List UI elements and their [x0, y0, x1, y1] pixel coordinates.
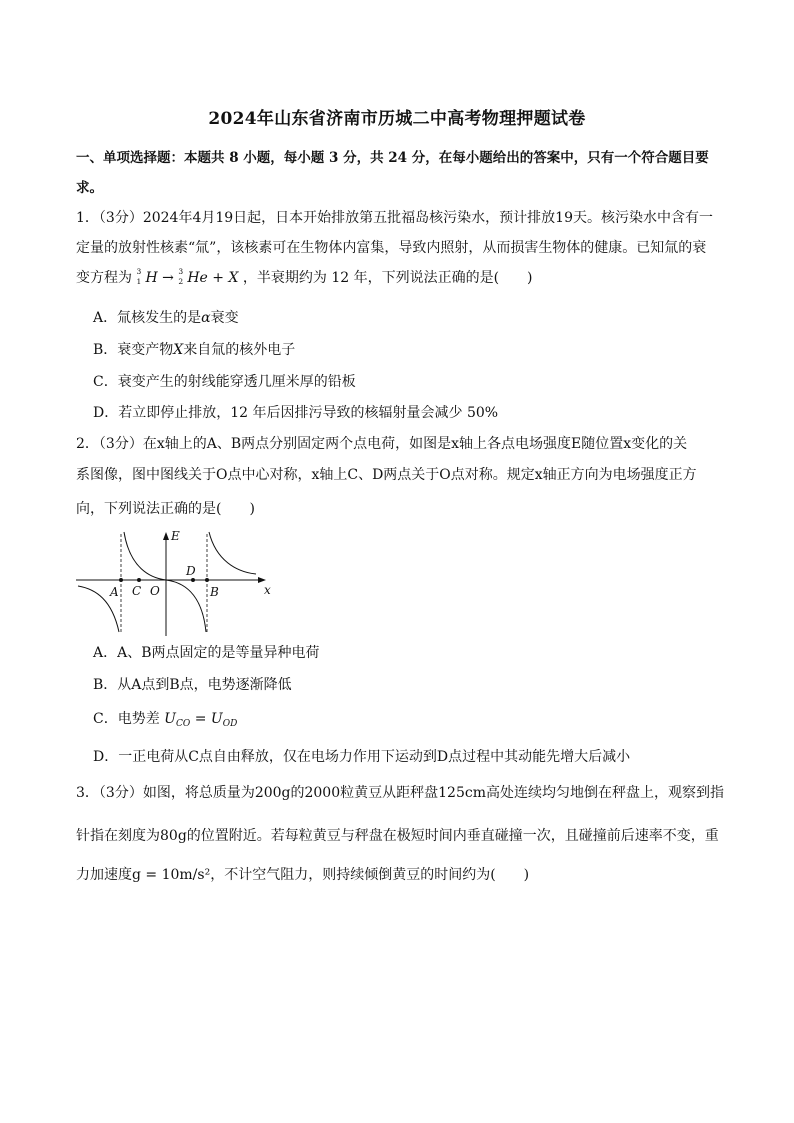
q1-line3-suffix: ，半衰期约为 12 年，下列说法正确的是( )	[242, 270, 533, 286]
helium-nuclide	[178, 267, 187, 286]
u-co-subscript: CO	[175, 719, 191, 729]
tritium-nuclide	[136, 267, 145, 286]
q2-text-line2: 系图像，图中图线关于O点中心对称，x轴上C、D两点关于O点对称。规定x轴正方向为电场强度正方	[76, 467, 697, 483]
q1-text-line1: 1．（3分）2024年4月19日起，日本开始排放第五批福岛核污染水，预计排放19天。核污染水中含有一	[76, 210, 713, 226]
q3-text-line3: 力加速度g = 10m/s²，不计空气阻力，则持续倾倒黄豆的时间约为( )	[76, 867, 530, 883]
q2-option-d[interactable]: D．一正电荷从C点自由释放，仅在电场力作用下运动到D点过程中其动能先增大后减小	[93, 749, 631, 765]
q1-option-d[interactable]: D．若立即停止排放，12 年后因排污导致的核辐射量会减少 50%	[93, 405, 499, 421]
potential-diff-u-co: U	[164, 711, 176, 727]
tritium-mass-number: 3	[136, 267, 142, 276]
label-a: A	[110, 585, 119, 599]
q2-option-a[interactable]: A．A、B两点固定的是等量异种电荷	[93, 645, 320, 661]
helium-atomic-number: 2	[178, 277, 184, 286]
label-e: E	[171, 529, 180, 543]
q1-option-b[interactable]	[93, 339, 295, 359]
q1-option-a-suffix: 衰变	[210, 310, 239, 326]
q3-text-line2: 针指在刻度为80g的位置附近。若每粒黄豆与秤盘在极短时间内垂直碰撞一次，且碰撞前后速率不变，重	[76, 828, 719, 844]
point-d	[191, 578, 195, 582]
curve-right-of-b	[209, 532, 256, 574]
point-a	[119, 578, 123, 582]
q3-text-line1: 3．（3分）如图，将总质量为200g的2000粒黄豆从距秤盘125cm高处连续均匀地倒在秤盘上，观察到指	[76, 785, 724, 801]
helium-mass-number: 3	[178, 267, 184, 276]
label-o: O	[150, 584, 160, 598]
potential-diff-u-od: U	[210, 711, 223, 727]
label-c: C	[132, 584, 142, 598]
e-axis-arrow-icon	[163, 532, 169, 540]
equals-sign: =	[194, 711, 207, 727]
q1-text-line2: 定量的放射性核素“氚”，该核素可在生物体内富集，导致内照射，从而损害生物体的健康。已知氚的衰	[76, 240, 707, 256]
q1-option-b-text: B．衰变产物	[93, 342, 174, 358]
q2-option-b[interactable]: B．从A点到B点，电势逐渐降低	[93, 677, 292, 693]
q2-text-line1: 2．（3分）在x轴上的A、B两点分别固定两个点电荷，如图是x轴上各点电场强度E随位置x变化的关	[76, 436, 688, 452]
q1-option-a-text: A．氚核发生的是	[93, 310, 202, 326]
helium-symbol: He	[187, 270, 208, 286]
tritium-symbol: H	[145, 270, 158, 286]
exam-title: 2024年山东省济南市历城二中高考物理押题试卷	[208, 109, 586, 129]
u-od-subscript: OD	[222, 719, 238, 729]
section-instructions-line1: 一、单项选择题：本题共 8 小题，每小题 3 分，共 24 分，在每小题给出的答案中，只有一个符合题目要	[76, 150, 709, 166]
q1-text-line3	[76, 267, 533, 287]
label-x: x	[264, 583, 271, 597]
point-c	[137, 578, 141, 582]
label-d: D	[186, 564, 196, 578]
q1-option-a[interactable]	[93, 307, 239, 327]
electric-field-graph	[74, 528, 284, 638]
q1-option-c[interactable]: C．衰变产生的射线能穿透几厘米厚的铅板	[93, 374, 356, 390]
label-b: B	[210, 585, 219, 599]
plus-sign: +	[212, 270, 224, 286]
product-x: X	[228, 270, 239, 286]
x-symbol: X	[173, 342, 184, 358]
alpha-symbol: α	[201, 310, 211, 326]
q2-text-line3: 向，下列说法正确的是( )	[76, 501, 255, 517]
point-b	[205, 578, 209, 582]
decay-equation	[136, 267, 242, 286]
q2-option-c[interactable]	[93, 708, 237, 729]
arrow: →	[162, 270, 174, 286]
curve-between-a-b	[124, 532, 206, 632]
section-instructions-line2: 求。	[76, 180, 103, 196]
q1-option-b-suffix: 来自氚的核外电子	[183, 342, 296, 358]
tritium-atomic-number: 1	[136, 277, 142, 286]
q1-line3-prefix: 变方程为	[76, 270, 132, 286]
q2-option-c-text: C．电势差	[93, 711, 160, 727]
